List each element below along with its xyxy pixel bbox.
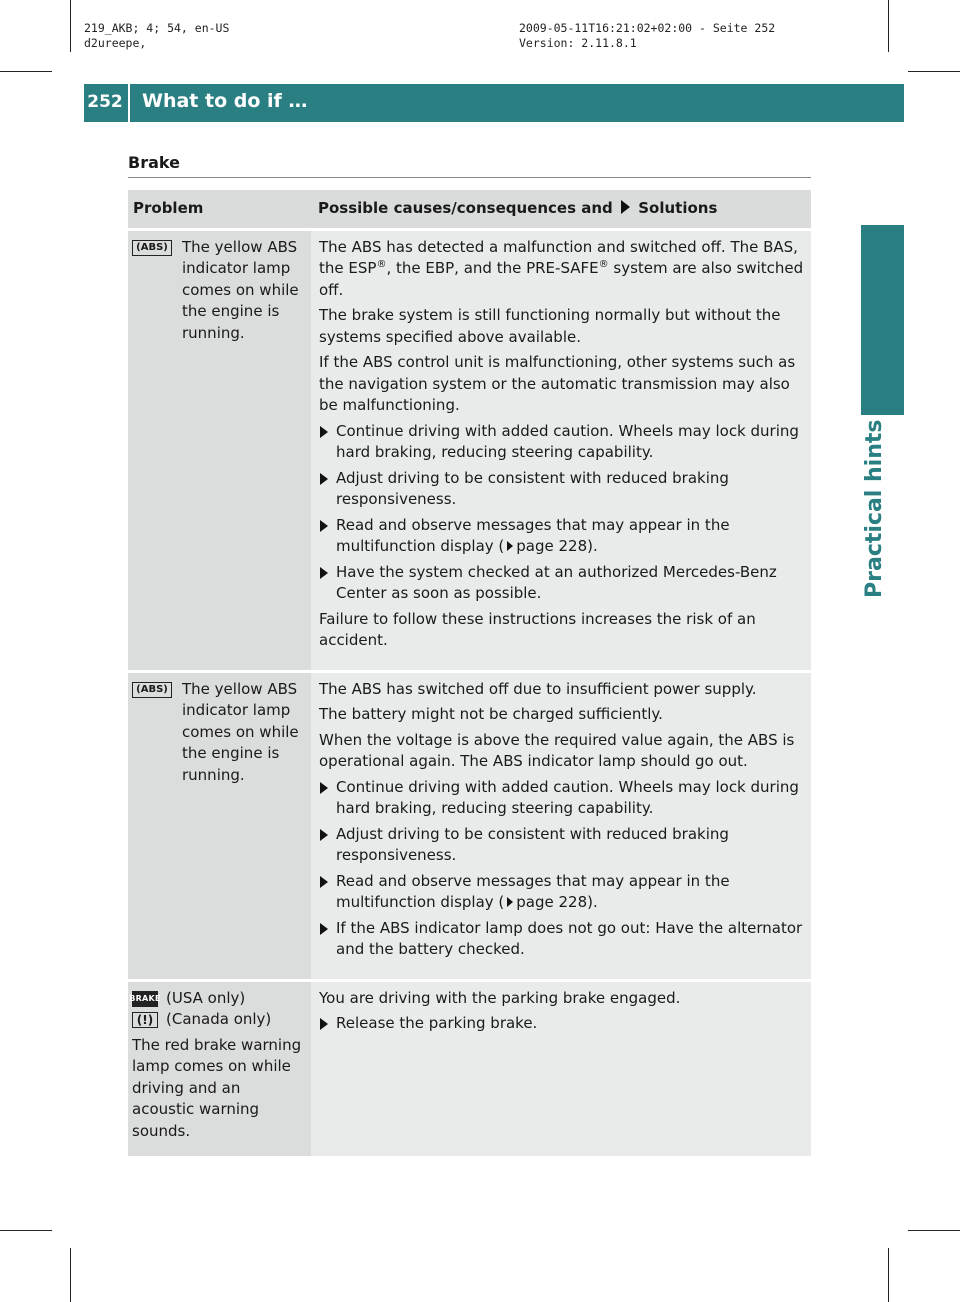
step-text: Continue driving with added caution. Wheels may lock during hard braking, reducing steering capability. [336,777,799,817]
meta-right-line1: 2009-05-11T16:21:02+02:00 - Seite 252 [519,21,776,35]
section-divider [128,177,811,178]
header-divider [128,84,130,122]
canada-only-label: (Canada only) [166,1010,272,1028]
solution-text: system are also switched off. [319,259,804,299]
solution-cell [311,982,811,1157]
arrow-icon [621,200,630,214]
column-header-solutions-label: Solutions [638,199,718,217]
crop-mark [70,1248,71,1302]
solution-paragraph [319,237,805,302]
step-text: Release the parking brake. [336,1014,538,1032]
column-header-solutions [311,190,811,228]
usa-only-label: (USA only) [166,988,246,1007]
solution-cell [311,231,811,670]
column-header-causes: Possible causes/consequences and [318,199,613,217]
crop-mark [908,71,960,72]
page-header [84,84,904,122]
meta-left-line1: 219_AKB; 4; 54, en-US [84,21,230,35]
crop-mark [70,0,71,52]
print-meta-right [519,21,775,51]
solution-cell [311,673,811,979]
column-header-problem: Problem [128,190,311,228]
solution-paragraph: The battery might not be charged sufficiently. [319,705,663,723]
solution-step [319,468,805,511]
problem-cell [128,231,311,670]
crop-mark [888,1248,889,1302]
problem-text: The yellow ABS indicator lamp comes on while the engine is running. [182,237,299,342]
step-arrow-icon [320,1018,328,1030]
table-header-row [128,190,811,228]
print-meta-left [84,21,229,51]
step-text: Continue driving with added caution. Wheels may lock during hard braking, reducing steering capability. [336,421,799,461]
problem-cell [128,673,311,979]
page-reference[interactable]: page 228). [516,537,598,555]
solution-paragraph: When the voltage is above the required value again, the ABS is operational again. The ABS indicator lamp should go out. [319,730,795,770]
solution-paragraph: The brake system is still functioning normally but without the systems specified above available. [319,306,781,346]
step-text: Adjust driving to be consistent with reduced braking responsiveness. [336,824,729,864]
problem-text: The red brake warning lamp comes on while driving and an acoustic warning sounds. [132,1035,302,1140]
step-text: Have the system checked at an authorized Mercedes-Benz Center as soon as possible. [336,562,777,602]
page-ref-icon [507,541,513,551]
step-text: Read and observe messages that may appear in the multifunction display ( [336,871,730,911]
table-row [128,982,811,1157]
step-text: Adjust driving to be consistent with reduced braking responsiveness. [336,468,729,508]
crop-mark [0,71,52,72]
solution-step [319,824,805,867]
page-ref-icon [507,897,513,907]
step-arrow-icon [320,426,328,438]
side-tab-label: Practical hints [862,420,887,599]
crop-mark [888,0,889,52]
solution-step [319,777,805,820]
step-arrow-icon [320,876,328,888]
step-arrow-icon [320,782,328,794]
page-number: 252 [87,92,123,112]
side-tab-block [861,225,904,415]
step-arrow-icon [320,923,328,935]
brake-warning-icon: BRAKE [132,991,158,1007]
step-arrow-icon [320,829,328,841]
problem-text: The yellow ABS indicator lamp comes on while the engine is running. [182,679,299,784]
solution-text: The ABS has detected a malfunction and switched off. The BAS, the ESP [319,237,798,277]
step-arrow-icon [320,520,328,532]
problem-cell [128,982,311,1157]
page-reference[interactable]: page 228). [516,893,598,911]
solution-step [319,562,805,605]
meta-right-line2: Version: 2.11.8.1 [519,36,637,50]
solution-paragraph: You are driving with the parking brake engaged. [319,988,681,1007]
meta-left-line2: d2ureepe, [84,36,147,50]
table-row [128,673,811,979]
solution-paragraph: The ABS has switched off due to insufficient power supply. [319,679,757,698]
registered-mark: ® [376,259,387,270]
crop-mark [0,1230,52,1231]
step-arrow-icon [320,473,328,485]
brake-warning-circle-icon: (!) [132,1012,158,1028]
crop-mark [908,1230,960,1231]
solution-text: , the EBP, and the PRE-SAFE [386,259,599,277]
solution-paragraph: Failure to follow these instructions increases the risk of an accident. [319,609,756,649]
solution-step [319,421,805,464]
section-title: Brake [128,153,180,172]
step-arrow-icon [320,567,328,579]
brake-table [128,187,811,1159]
chapter-title: What to do if … [142,90,308,112]
registered-mark: ® [598,259,609,270]
solution-step [319,1013,805,1035]
step-text: Read and observe messages that may appear in the multifunction display ( [336,515,730,555]
solution-step [319,871,805,914]
step-text: If the ABS indicator lamp does not go out: Have the alternator and the battery checked. [336,918,803,958]
solution-step [319,918,805,961]
solution-paragraph: If the ABS control unit is malfunctioning, other systems such as the navigation system or the automatic transmission may also be malfunctioning. [319,353,796,414]
abs-indicator-icon: (ABS) [132,240,172,256]
solution-step [319,515,805,558]
table-row [128,231,811,670]
abs-indicator-icon: (ABS) [132,682,172,698]
